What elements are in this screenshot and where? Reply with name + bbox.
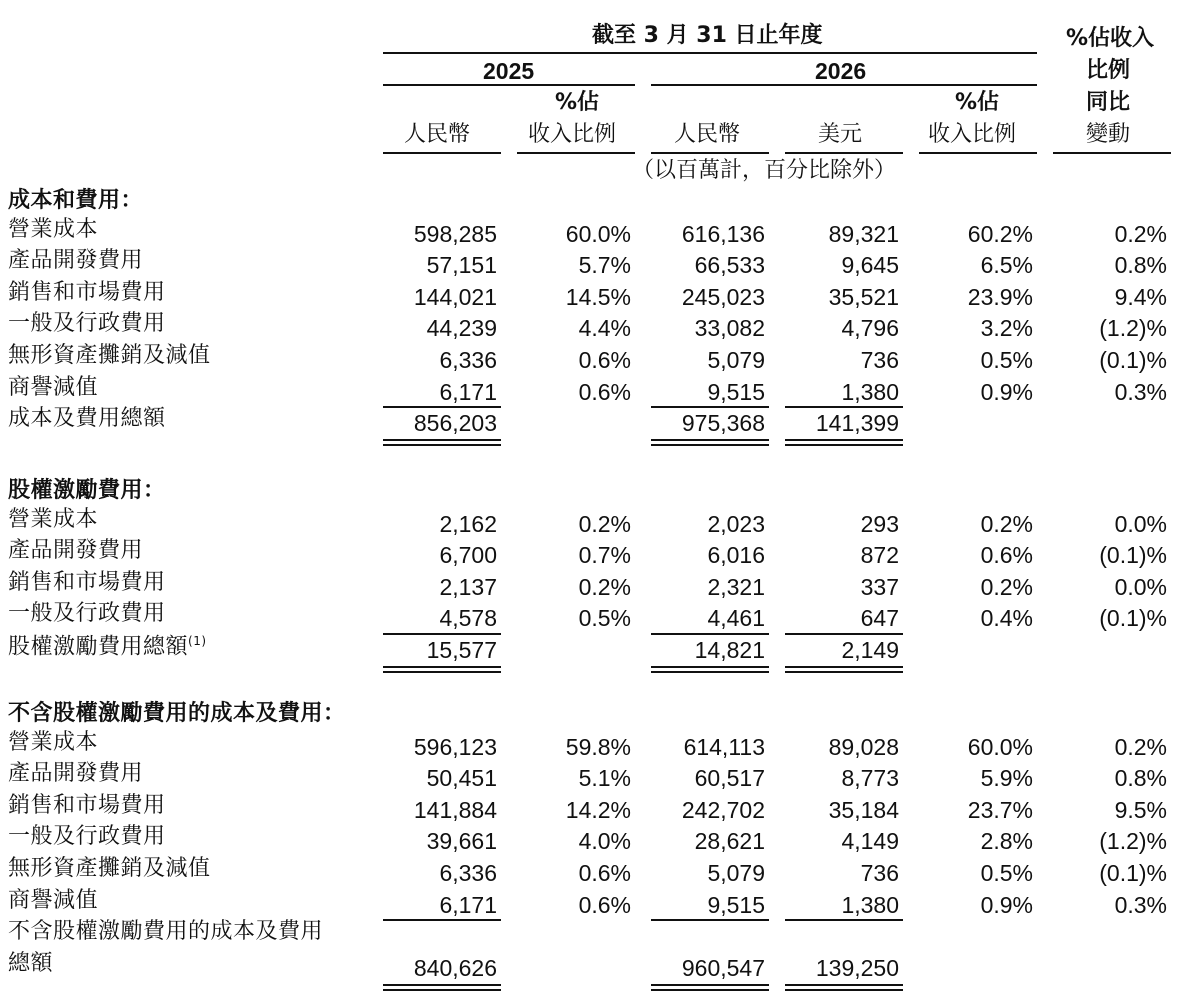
total-cell-usd-2026: 139,250 (815, 954, 899, 981)
rmb-2025-header: 人民幣 (404, 122, 471, 147)
row-label: 無形資產攤銷及減值 (8, 856, 211, 881)
total-cell-rmb-2026: 975,368 (681, 410, 765, 437)
cell-rmb-2026: 9,515 (707, 891, 765, 918)
cell-yoy: (1.2)% (1099, 828, 1167, 855)
total-double-rule-top (651, 984, 769, 986)
cell-usd-2026: 9,645 (841, 252, 899, 279)
cell-pct-2026: 0.9% (980, 378, 1033, 405)
cell-usd-2026: 4,796 (841, 315, 899, 342)
cell-rmb-2026: 242,702 (681, 796, 765, 823)
row-label: 產品開發費用 (8, 538, 144, 564)
cell-rmb-2025: 2,162 (439, 510, 497, 537)
subtotal-rule (785, 633, 903, 635)
cell-usd-2026: 35,184 (828, 796, 899, 823)
subtotal-rule (383, 633, 501, 635)
cell-pct-2025: 14.2% (565, 796, 631, 823)
row-label: 無形資產攤銷及減值 (8, 343, 211, 368)
cell-yoy: 0.8% (1114, 765, 1167, 792)
change-header-line1: %佔收入 (1066, 26, 1155, 51)
cell-pct-2026: 3.2% (980, 315, 1033, 342)
cell-yoy: 0.0% (1114, 573, 1167, 600)
total-cell-rmb-2026: 960,547 (681, 954, 765, 981)
cell-yoy: (1.2)% (1099, 315, 1167, 342)
cell-rmb-2026: 6,016 (707, 542, 765, 569)
cell-yoy: 0.0% (1114, 510, 1167, 537)
change-header-line3: 同比 (1086, 90, 1131, 115)
cell-yoy: 9.5% (1114, 796, 1167, 823)
cell-usd-2026: 8,773 (841, 765, 899, 792)
cell-usd-2026: 293 (860, 510, 899, 537)
cell-pct-2025: 5.7% (578, 252, 631, 279)
cell-usd-2026: 736 (860, 860, 899, 886)
rmb-2026-header-rule (651, 152, 769, 154)
section-title: 成本和費用： (8, 188, 144, 213)
cell-pct-2025: 0.6% (578, 891, 631, 918)
cell-rmb-2025: 2,137 (439, 573, 497, 600)
footnote-marker: (1) (188, 634, 207, 648)
row-label: 一般及行政費用 (8, 311, 166, 337)
cell-rmb-2025: 596,123 (413, 733, 497, 760)
cell-pct-2025: 5.1% (578, 765, 631, 792)
cell-pct-2026: 0.5% (980, 860, 1033, 886)
usd-2026-header: 美元 (818, 122, 863, 147)
section-title: 不含股權激勵費用的成本及費用： (8, 701, 346, 726)
cell-pct-2026: 0.9% (980, 891, 1033, 918)
period-title: 截至 3 月 31 日止年度 (592, 23, 823, 48)
row-label: 營業成本 (8, 506, 99, 532)
total-cell-rmb-2026: 14,821 (694, 637, 765, 663)
cell-pct-2025: 60.0% (565, 220, 631, 247)
cell-pct-2025: 14.5% (565, 283, 631, 310)
cell-yoy: (0.1)% (1099, 605, 1167, 632)
cell-rmb-2026: 616,136 (681, 220, 765, 247)
change-header-rule (1053, 152, 1171, 154)
usd-2026-header-rule (785, 152, 903, 154)
total-double-rule-top (785, 666, 903, 668)
cell-yoy: (0.1)% (1099, 347, 1167, 373)
cell-pct-2026: 23.7% (967, 796, 1033, 823)
cell-pct-2025: 59.8% (565, 733, 631, 760)
cell-pct-2026: 0.4% (980, 605, 1033, 632)
subtotal-rule (785, 919, 903, 921)
row-label: 產品開發費用 (8, 761, 144, 787)
cell-pct-2025: 4.4% (578, 315, 631, 342)
total-double-rule-bottom (651, 444, 769, 446)
cell-yoy: (0.1)% (1099, 542, 1167, 569)
pct-2026-header-line2: 收入比例 (928, 122, 1017, 147)
cell-rmb-2026: 28,621 (694, 828, 765, 855)
year-2025-rule (383, 84, 635, 86)
total-cell-usd-2026: 141,399 (815, 410, 899, 437)
cell-yoy: (0.1)% (1099, 860, 1167, 886)
cell-usd-2026: 35,521 (828, 283, 899, 310)
rmb-2026-header: 人民幣 (674, 122, 741, 147)
total-double-rule-top (383, 984, 501, 986)
cell-rmb-2026: 2,023 (707, 510, 765, 537)
cell-rmb-2025: 598,285 (413, 220, 497, 247)
rmb-2025-header-rule (383, 152, 501, 154)
cell-rmb-2025: 6,171 (439, 891, 497, 918)
row-label: 產品開發費用 (8, 248, 144, 274)
pct-2026-header-rule (919, 152, 1037, 154)
row-label: 一般及行政費用 (8, 824, 166, 850)
cell-yoy: 0.3% (1114, 891, 1167, 918)
total-double-rule-bottom (785, 671, 903, 673)
subtotal-rule (651, 633, 769, 635)
cell-usd-2026: 872 (860, 542, 899, 569)
row-label: 商譽減值 (8, 374, 99, 400)
cell-rmb-2026: 5,079 (707, 860, 765, 886)
change-header-line2: 比例 (1086, 58, 1131, 83)
subtotal-rule (383, 919, 501, 921)
cell-pct-2025: 0.6% (578, 347, 631, 373)
cell-pct-2025: 0.2% (578, 573, 631, 600)
total-double-rule-bottom (651, 671, 769, 673)
cell-rmb-2025: 57,151 (426, 252, 497, 279)
total-label-line2: 總額 (8, 950, 54, 976)
cell-pct-2026: 0.2% (980, 510, 1033, 537)
row-label: 營業成本 (8, 216, 99, 242)
section-title: 股權激勵費用： (8, 478, 166, 503)
cell-rmb-2026: 5,079 (707, 347, 765, 373)
cell-rmb-2025: 6,171 (439, 378, 497, 405)
cell-yoy: 0.3% (1114, 378, 1167, 405)
total-double-rule-top (785, 439, 903, 441)
total-double-rule-bottom (651, 989, 769, 991)
cell-yoy: 0.2% (1114, 220, 1167, 247)
cell-pct-2026: 23.9% (967, 283, 1033, 310)
subtotal-rule (651, 406, 769, 408)
cell-rmb-2026: 66,533 (694, 252, 765, 279)
cell-rmb-2025: 4,578 (439, 605, 497, 632)
row-label: 商譽減值 (8, 887, 99, 913)
cell-rmb-2025: 144,021 (413, 283, 497, 310)
total-double-rule-top (383, 666, 501, 668)
cell-rmb-2025: 6,336 (439, 860, 497, 886)
cell-rmb-2026: 33,082 (694, 315, 765, 342)
cell-rmb-2026: 245,023 (681, 283, 765, 310)
cell-rmb-2025: 44,239 (426, 315, 497, 342)
cell-pct-2026: 6.5% (980, 252, 1033, 279)
period-rule (383, 52, 1037, 54)
row-label: 銷售和市場費用 (8, 569, 166, 595)
pct-2025-header-line2: 收入比例 (528, 122, 617, 147)
year-2026-rule (651, 84, 1037, 86)
cell-pct-2025: 0.7% (578, 542, 631, 569)
cell-rmb-2026: 2,321 (707, 573, 765, 600)
cell-yoy: 0.8% (1114, 252, 1167, 279)
cell-rmb-2025: 141,884 (413, 796, 497, 823)
cell-rmb-2025: 50,451 (426, 765, 497, 792)
total-cell-rmb-2025: 856,203 (413, 410, 497, 437)
pct-2026-header-line1: %佔 (955, 90, 1000, 115)
total-double-rule-top (651, 439, 769, 441)
pct-2025-header-line1: %佔 (555, 90, 600, 115)
cell-pct-2025: 4.0% (578, 828, 631, 855)
cell-pct-2026: 2.8% (980, 828, 1033, 855)
cell-pct-2026: 0.6% (980, 542, 1033, 569)
total-cell-rmb-2025: 15,577 (426, 637, 497, 663)
row-label: 銷售和市場費用 (8, 279, 166, 305)
total-label: 成本及費用總額 (8, 406, 166, 432)
cell-yoy: 9.4% (1114, 283, 1167, 310)
total-double-rule-bottom (383, 671, 501, 673)
cell-pct-2025: 0.6% (578, 860, 631, 886)
change-header-line4: 變動 (1086, 122, 1131, 147)
total-cell-rmb-2025: 840,626 (413, 954, 497, 981)
total-double-rule-top (383, 439, 501, 441)
total-double-rule-bottom (383, 989, 501, 991)
row-label: 一般及行政費用 (8, 601, 166, 627)
total-double-rule-top (785, 984, 903, 986)
total-double-rule-top (651, 666, 769, 668)
year-2026-header: 2026 (815, 58, 867, 84)
row-label: 營業成本 (8, 729, 99, 755)
cell-usd-2026: 736 (860, 347, 899, 373)
subtotal-rule (383, 406, 501, 408)
cell-pct-2026: 0.2% (980, 573, 1033, 600)
year-2025-header: 2025 (483, 58, 535, 84)
cell-yoy: 0.2% (1114, 733, 1167, 760)
cell-pct-2026: 60.2% (967, 220, 1033, 247)
row-label: 銷售和市場費用 (8, 792, 166, 818)
cell-usd-2026: 4,149 (841, 828, 899, 855)
cell-usd-2026: 1,380 (841, 891, 899, 918)
total-label: 不含股權激勵費用的成本及費用 (8, 919, 324, 945)
units-note: （以百萬計，百分比除外） (632, 158, 897, 183)
cell-rmb-2025: 6,336 (439, 347, 497, 373)
cell-usd-2026: 89,321 (828, 220, 899, 247)
subtotal-rule (785, 406, 903, 408)
cell-rmb-2025: 6,700 (439, 542, 497, 569)
total-label: 股權激勵費用總額$^{(1)}$ (8, 634, 207, 660)
cell-rmb-2026: 4,461 (707, 605, 765, 632)
cell-rmb-2025: 39,661 (426, 828, 497, 855)
cell-pct-2025: 0.6% (578, 378, 631, 405)
total-double-rule-bottom (785, 444, 903, 446)
cell-usd-2026: 337 (860, 573, 899, 600)
cell-rmb-2026: 9,515 (707, 378, 765, 405)
cell-pct-2026: 5.9% (980, 765, 1033, 792)
total-double-rule-bottom (785, 989, 903, 991)
pct-2025-header-rule (517, 152, 635, 154)
cell-usd-2026: 89,028 (828, 733, 899, 760)
subtotal-rule (651, 919, 769, 921)
cell-usd-2026: 1,380 (841, 378, 899, 405)
cell-rmb-2026: 60,517 (694, 765, 765, 792)
cell-pct-2026: 0.5% (980, 347, 1033, 373)
total-cell-usd-2026: 2,149 (841, 637, 899, 663)
cell-pct-2025: 0.5% (578, 605, 631, 632)
cell-usd-2026: 647 (860, 605, 899, 632)
cell-pct-2025: 0.2% (578, 510, 631, 537)
total-double-rule-bottom (383, 444, 501, 446)
cell-rmb-2026: 614,113 (683, 733, 765, 760)
cell-pct-2026: 60.0% (967, 733, 1033, 760)
